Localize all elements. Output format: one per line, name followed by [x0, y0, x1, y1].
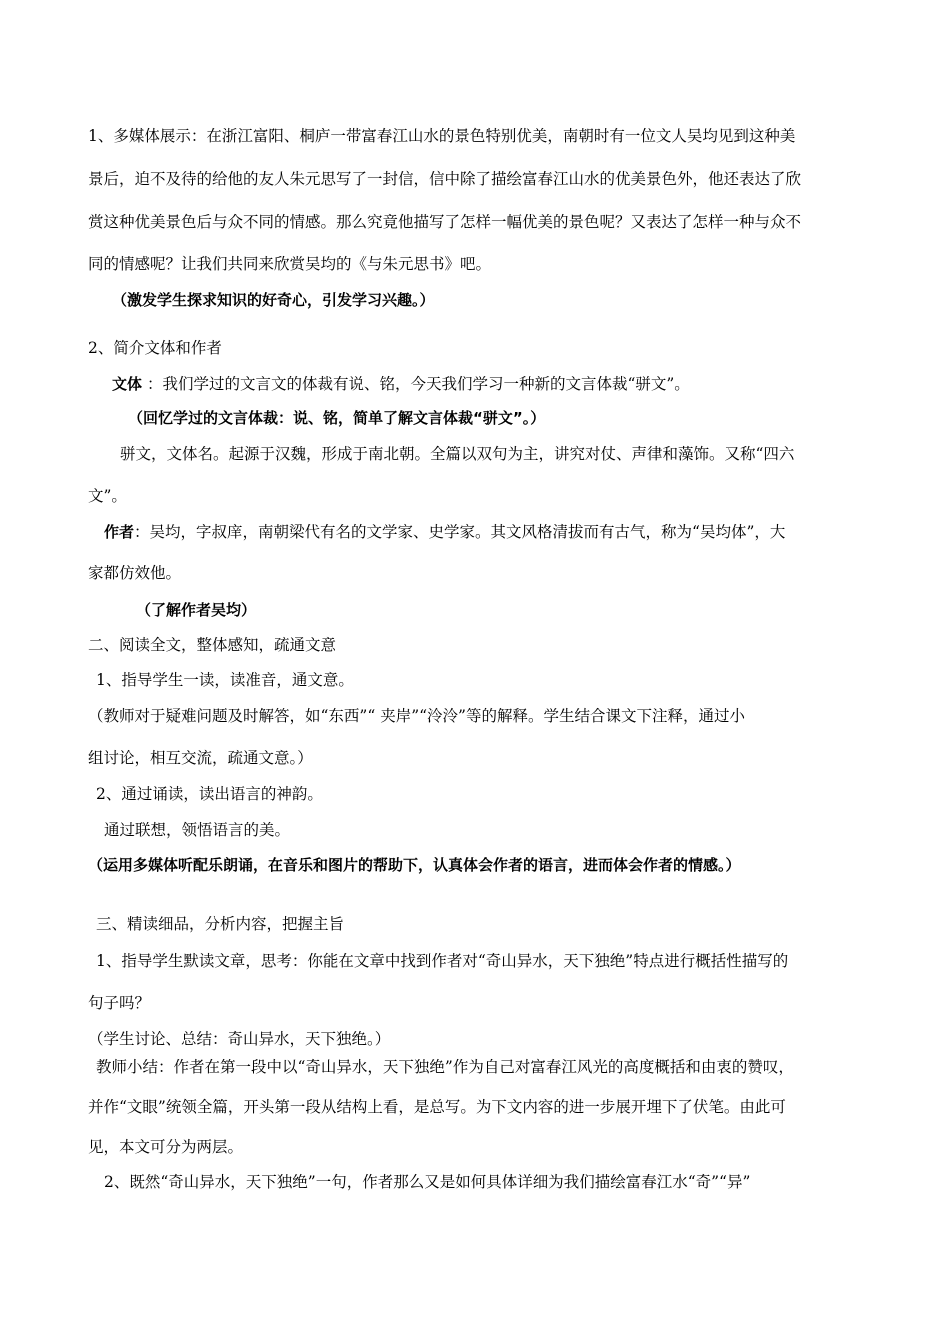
author-label: 作者	[104, 523, 135, 541]
section-two-heading: 二、阅读全文，整体感知，疏通文意	[88, 636, 337, 654]
step-2-note: （运用多媒体听配乐朗诵，在音乐和图片的帮助下，认真体会作者的语言，进而体会作者的情感。）	[88, 856, 741, 874]
author-note: （了解作者吴均）	[136, 601, 257, 619]
pianwen-line-1: 骈文，文体名。起源于汉魏，形成于南北朝。全篇以双句为主，讲究对仗、声律和藻饰。又称“四六	[120, 445, 795, 463]
intro-line-3: 赏这种优美景色后与众不同的情感。那么究竟他描写了怎样一幅优美的景色呢？又表达了怎样一种与众不	[88, 213, 802, 231]
question-1-line-2: 句子吗？	[88, 994, 151, 1012]
step-2: 2、通过诵读，读出语言的神韵。	[96, 785, 323, 803]
author-line-2: 家都仿效他。	[88, 564, 182, 582]
intro-note: （激发学生探求知识的好奇心，引发学习兴趣。）	[112, 291, 435, 309]
genre-note: （回忆学过的文言体裁：说、铭，简单了解文言体裁“骈文”。）	[128, 409, 546, 427]
intro-line-1: 1、多媒体展示：在浙江富阳、桐庐一带富春江山水的景色特别优美，南朝时有一位文人吴均见到这种美	[88, 127, 796, 145]
question-1-line-1: 1、指导学生默读文章，思考：你能在文章中找到作者对“奇山异水，天下独绝”特点进行概括性描写的	[96, 952, 789, 970]
author-line	[104, 522, 785, 542]
genre-label: 文体	[112, 375, 143, 393]
intro-line-4: 同的情感呢？让我们共同来欣赏吴均的《与朱元思书》吧。	[88, 255, 492, 273]
question-2-line-1: 2、既然“奇山异水，天下独绝”一句，作者那么又是如何具体详细为我们描绘富春江水“奇”“异”	[104, 1173, 751, 1191]
step-1-note-line-1: （教师对于疑难问题及时解答，如“东西”“ 夹岸”“泠泠”等的解释。学生结合课文下注释，通过小	[88, 707, 745, 725]
pianwen-line-2: 文”。	[88, 487, 127, 505]
intro-line-2: 景后，迫不及待的给他的友人朱元思写了一封信，信中除了描绘富春江山水的优美景色外，他还表达了欣	[88, 170, 802, 188]
section-heading-genre-author: 2、简介文体和作者	[88, 339, 222, 357]
author-text: ：吴均，字叔庠，南朝梁代有名的文学家、史学家。其文风格清拔而有古气，称为“吴均体”，大	[134, 523, 786, 541]
step-2-sub: 通过联想，领悟语言的美。	[104, 821, 291, 839]
summary-line-2: 并作“文眼”统领全篇，开头第一段从结构上看，是总写。为下文内容的进一步展开埋下了伏笔。由此可	[88, 1098, 786, 1116]
summary-line-1: 教师小结：作者在第一段中以“奇山异水，天下独绝”作为自己对富春江风光的高度概括和由衷的赞叹，	[96, 1058, 794, 1076]
genre-line	[112, 374, 690, 394]
step-1: 1、指导学生一读，读准音，通文意。	[96, 671, 354, 689]
step-1-note-line-2: 组讨论，相互交流，疏通文意。）	[88, 749, 313, 767]
discussion-note: （学生讨论、总结：奇山异水，天下独绝。）	[88, 1030, 391, 1048]
summary-line-3: 见，本文可分为两层。	[88, 1138, 244, 1156]
section-three-heading: 三、精读细品，分析内容，把握主旨	[96, 915, 345, 933]
genre-text: ：我们学过的文言文的体裁有说、铭，今天我们学习一种新的文言体裁“骈文”。	[146, 375, 690, 393]
